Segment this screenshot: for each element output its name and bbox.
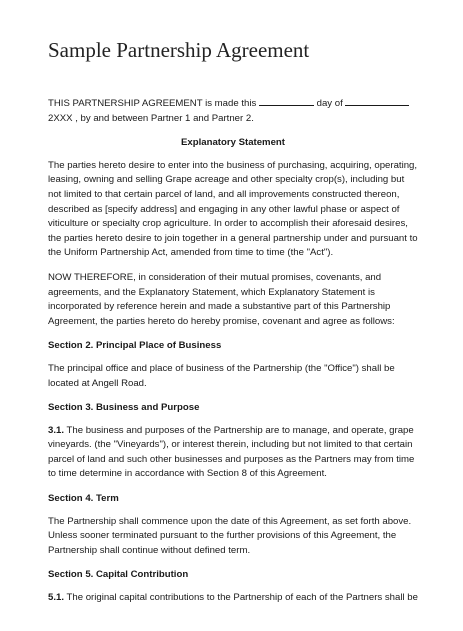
section-5-heading: Section 5. Capital Contribution bbox=[48, 569, 189, 581]
intro-paragraph bbox=[48, 96, 418, 126]
now-therefore-paragraph: NOW THEREFORE, in consideration of their mutual promises, covenants, and agreements, and the Explanatory Statement, which Explanatory Statement is incorporated by reference herein and made a substantive part of this Partnership Agreement, the parties hereto do hereby promise, covenant and agree as follows: bbox=[48, 271, 395, 327]
clause-text: The business and purposes of the Partnership are to manage, and operate, grape vineyards. (the "Vineyards"), or interest therein, including but not limited to that certain parcel of land and such other businesses and purposes as the Partners may from time to time determine in accordance with Section 8 of this Agreement. bbox=[48, 424, 415, 480]
explanatory-paragraph: The parties hereto desire to enter into the business of purchasing, acquiring, operating, leasing, owning and selling Grape acreage and other specialty crop(s), including but not limited to that certain parcel of land, and all improvements constructed thereon, described as [specify address] and engaging in any other lawful phase or aspect of viticulture or specialty crop agriculture. In order to accomplish their aforesaid desires, the parties hereto desire to join together in a general partnership under and pursuant to the Uniform Partnership Act, amended from time to time (the "Act"). bbox=[48, 159, 418, 259]
date-day-blank bbox=[259, 96, 314, 106]
intro-line-2: 2XXX , by and between Partner 1 and Partner 2. bbox=[48, 112, 254, 124]
clause-text: The original capital contributions to the Partnership of each of the Partners shall be bbox=[64, 592, 418, 604]
intro-text-1: THIS PARTNERSHIP AGREEMENT is made this bbox=[48, 98, 257, 109]
section-2-heading: Section 2. Principal Place of Business bbox=[48, 340, 222, 352]
clause-number: 3.1. bbox=[48, 424, 65, 436]
date-month-blank bbox=[345, 96, 409, 106]
clause-number: 5.1. bbox=[48, 592, 65, 604]
document-body bbox=[48, 96, 418, 616]
section-4-heading: Section 4. Term bbox=[48, 493, 119, 505]
section-2-text: The principal office and place of business of the Partnership (the "Office") shall be located at Angell Road. bbox=[48, 362, 395, 389]
explanatory-heading: Explanatory Statement bbox=[181, 137, 285, 149]
section-4-text: The Partnership shall commence upon the date of this Agreement, as set forth above. Unless sooner terminated pursuant to the further provisions of this Agreement, the Partnership shall continue without defined term. bbox=[48, 515, 412, 556]
section-3-heading: Section 3. Business and Purpose bbox=[48, 402, 200, 414]
document-title: Sample Partnership Agreement bbox=[48, 38, 310, 62]
section-5-clause bbox=[48, 591, 418, 606]
section-3-clause bbox=[48, 424, 418, 482]
intro-text-2: day of bbox=[316, 98, 343, 109]
